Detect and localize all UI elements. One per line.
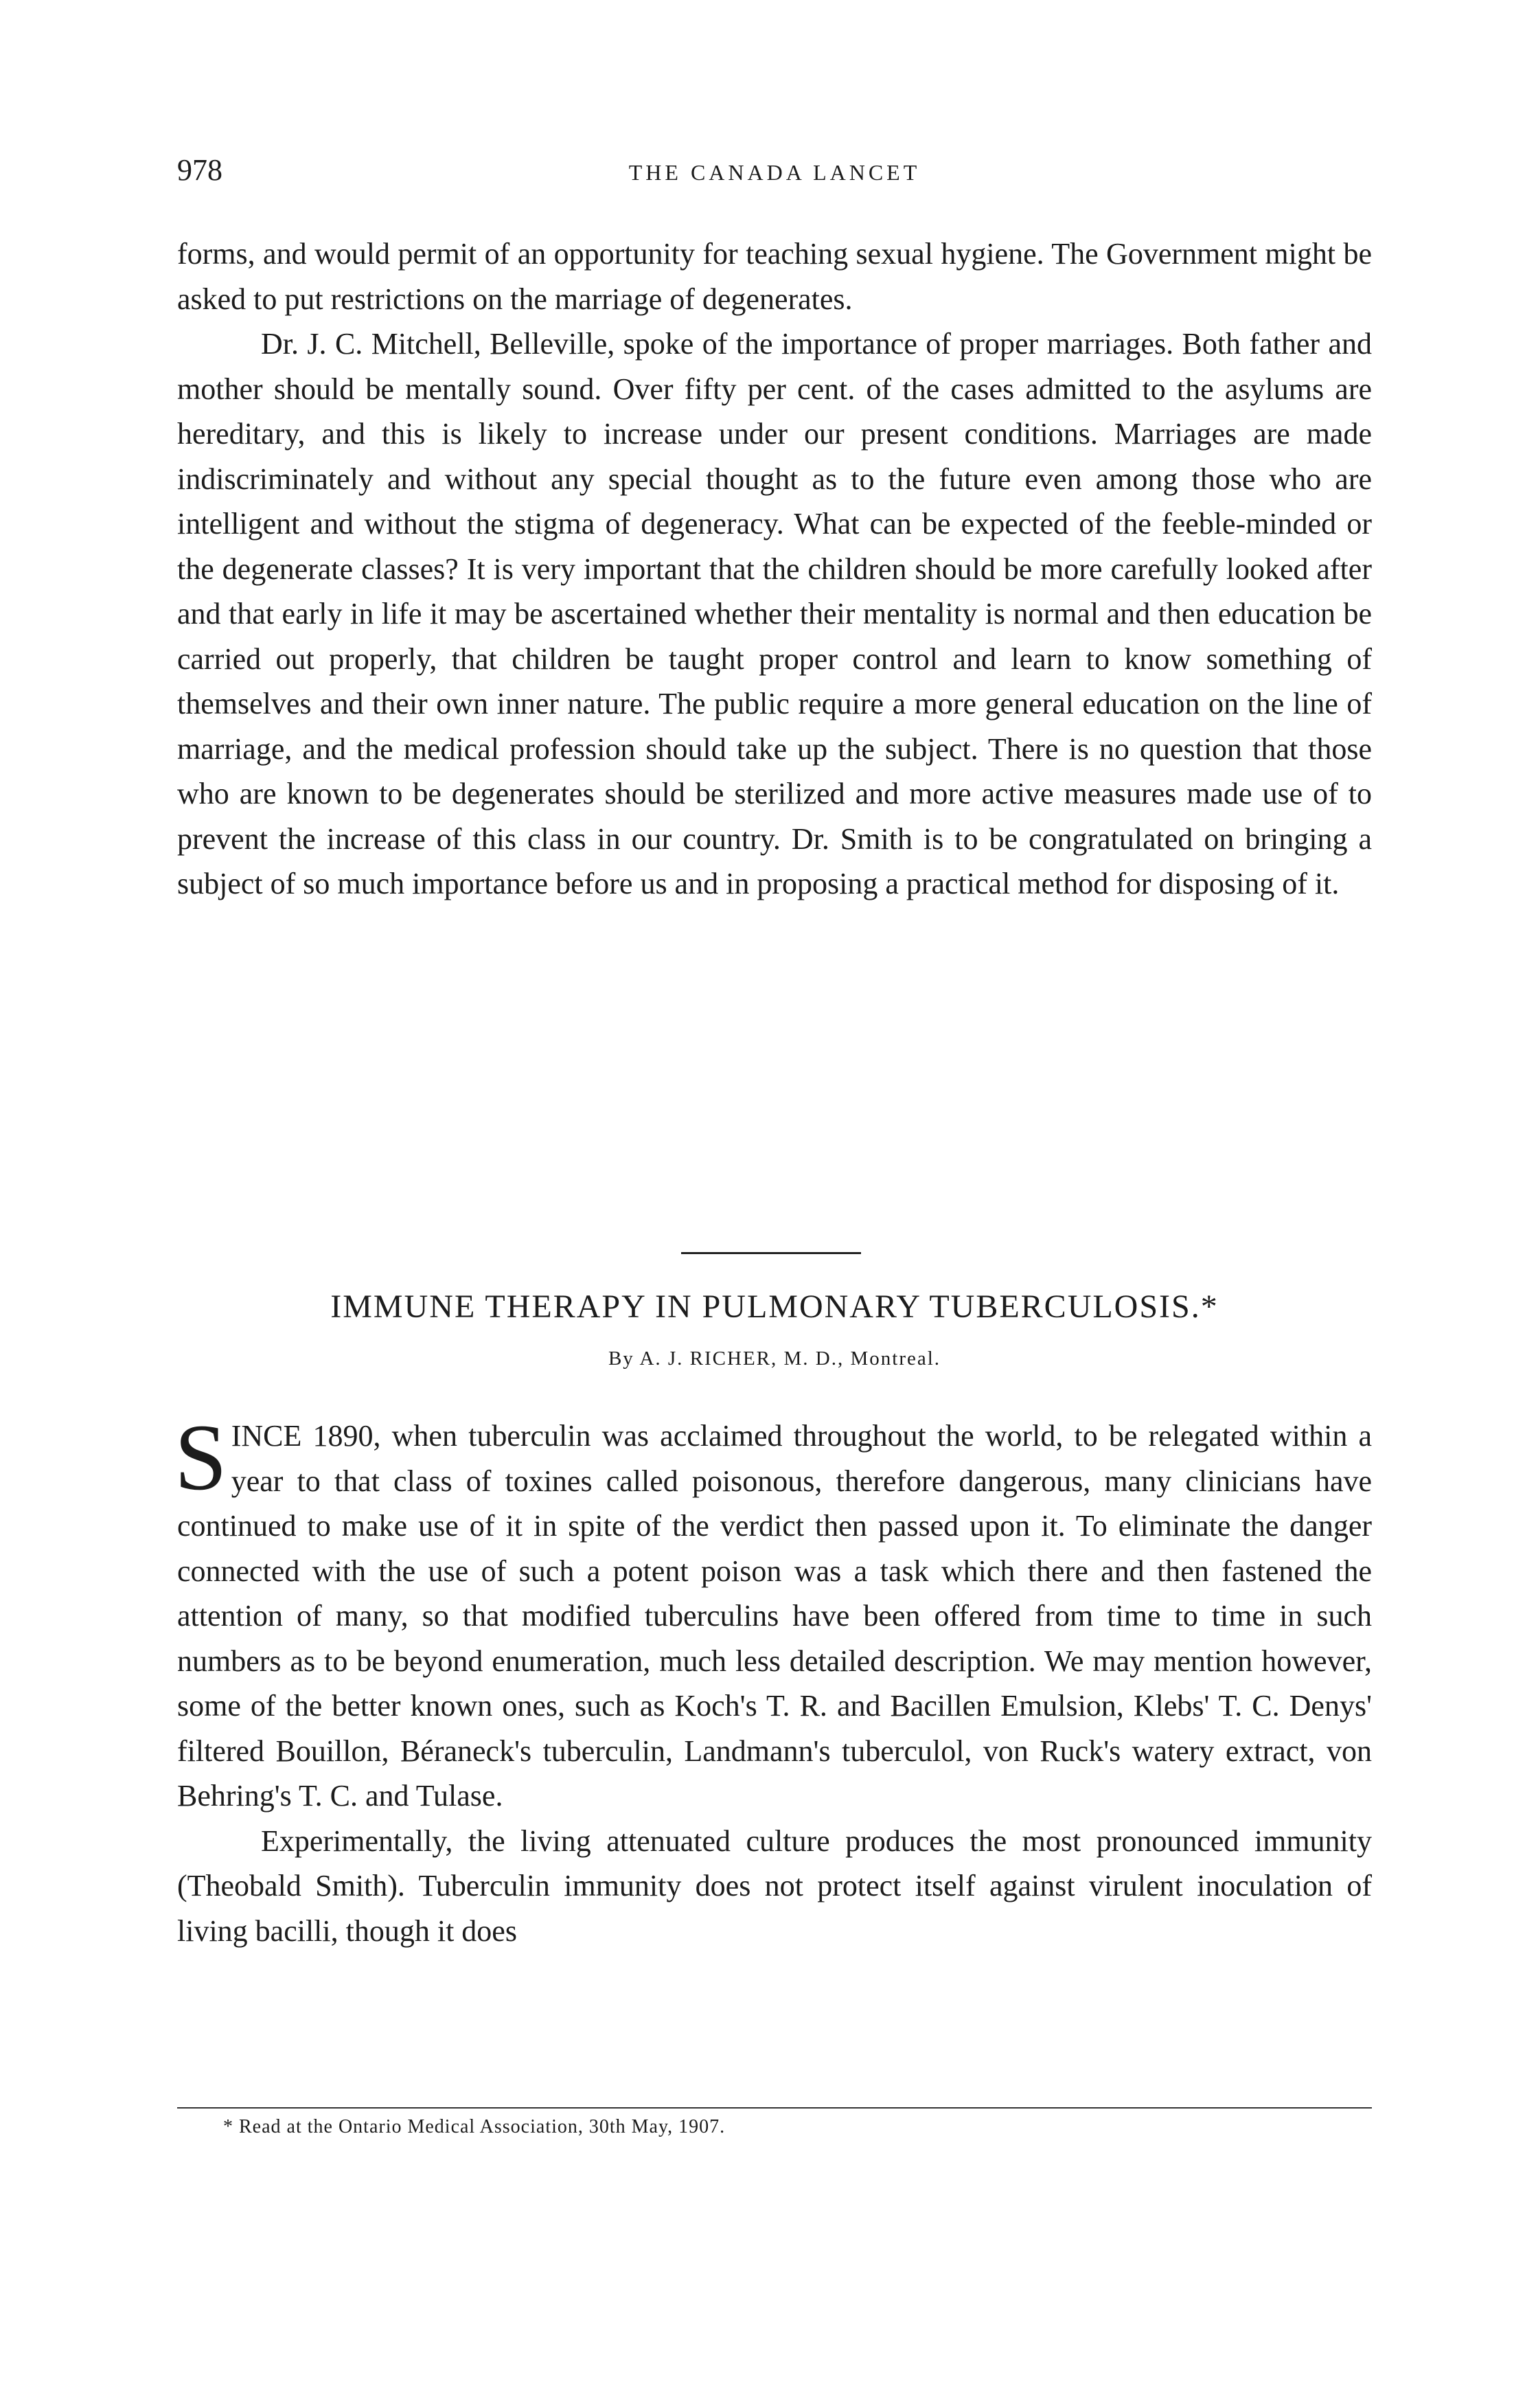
- paragraph-continued: forms, and would permit of an opportunity for teaching sexual hygiene. The Government might be asked to put restrictions on the marriage of degenerates.: [177, 237, 1372, 316]
- article-body: [174, 1405, 1372, 1953]
- section-separator: [681, 1252, 861, 1254]
- article-first-paragraph: [174, 1405, 1372, 1819]
- footnote-rule: [177, 2107, 1372, 2109]
- first-paragraph-text: INCE 1890, when tuberculin was acclaimed throughout the world, to be relegated within a year to that class of toxines called poisonous, therefore dangerous, many clinicians have continued to make use of it in spite of the verdict then passed upon it. To eliminate the danger connected with the use of such a potent poison was a task which there and then fastened the attention of many, so that modified tuberculins have been offered from time to time in such numbers as to be beyond enumeration, much less detailed description. We may mention however, some of the better known ones, such as Koch's T. R. and Bacillen Emulsion, Klebs' T. C. Denys' filtered Bouillon, Béraneck's tuberculin, Landmann's tuberculol, von Ruck's watery extract, von Behring's T. C. and Tulase.: [177, 1419, 1372, 1813]
- article-title: IMMUNE THERAPY IN PULMONARY TUBERCULOSIS.*: [330, 1288, 1219, 1325]
- drop-cap: S: [174, 1405, 227, 1510]
- article-byline: By A. J. RICHER, M. D., Montreal.: [608, 1348, 941, 1370]
- running-head: THE CANADA LANCET: [628, 160, 921, 185]
- article-second-paragraph: Experimentally, the living attenuated culture produces the most pronounced immunity (Theobald Smith). Tuberculin immunity does not protect itself against virulent inoculation of living bacilli, though it does: [177, 1824, 1372, 1948]
- footnote: * Read at the Ontario Medical Association, 30th May, 1907.: [223, 2116, 726, 2137]
- page-number: 978: [177, 153, 222, 187]
- discussion-section: [177, 231, 1372, 907]
- page-header: [177, 150, 1372, 198]
- paragraph-mitchell: Dr. J. C. Mitchell, Belleville, spoke of the importance of proper marriages. Both father and mother should be mentally sound. Over fifty per cent. of the cases admitted to the asylums are hereditary, and this is likely to increase under our present conditions. Marriages are made indiscriminately and without any special thought as to the future even among those who are intelligent and without the stigma of degeneracy. What can be expected of the feeble-minded or the degenerate classes? It is very important that the children should be more carefully looked after and that early in life it may be ascertained whether their mentality is normal and then education be carried out properly, that children be taught proper control and learn to know something of themselves and their own inner nature. The public require a more general education on the line of marriage, and the medical profession should take up the subject. There is no question that those who are known to be degenerates should be sterilized and more active measures made use of to prevent the increase of this class in our country. Dr. Smith is to be congratulated on bringing a subject of so much importance before us and in proposing a practical method for disposing of it.: [177, 327, 1372, 900]
